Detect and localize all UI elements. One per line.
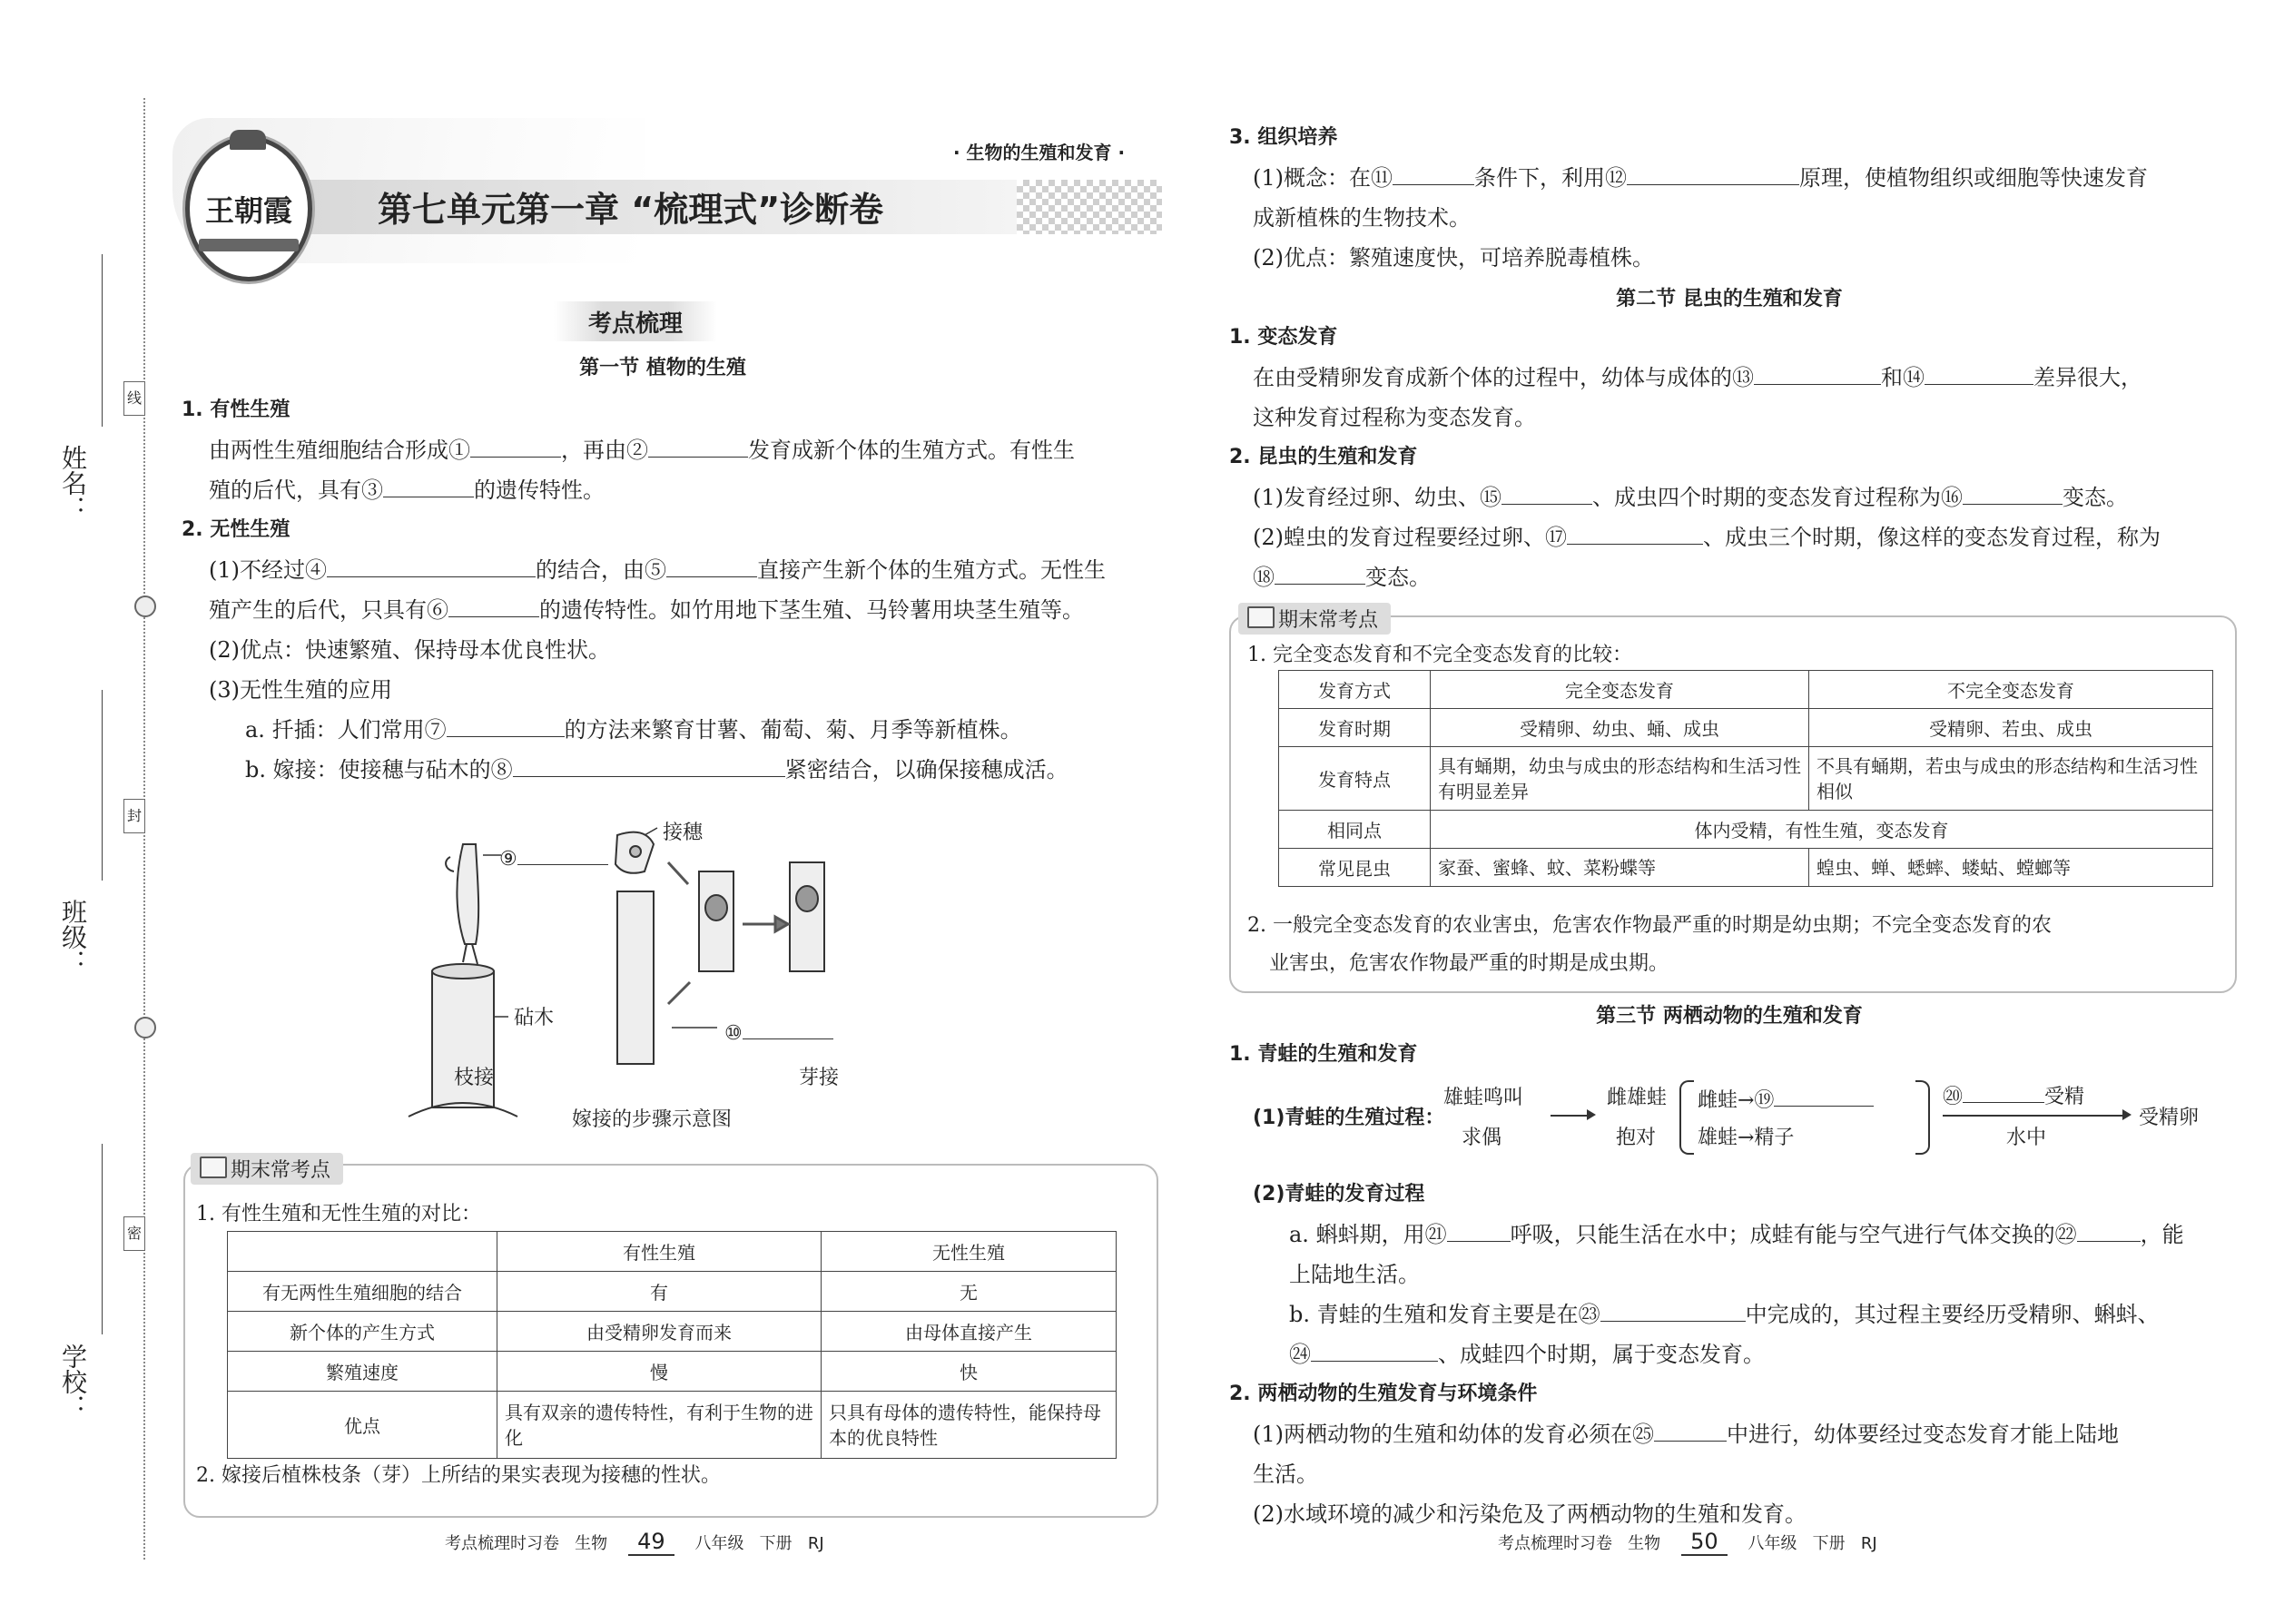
text: (1)概念：在⑪	[1253, 165, 1393, 191]
footer-subject: 生物	[575, 1534, 608, 1553]
table-cell: 只具有母体的遗传特性，能保持母本的优良特性	[822, 1392, 1117, 1459]
table-cell: 家蚕、蜜蜂、蚊、菜粉蝶等	[1431, 849, 1809, 887]
text: 和⑭	[1881, 365, 1925, 390]
text-line: 成新植株的生物技术。	[1253, 205, 1471, 231]
right-page	[1226, 118, 2251, 1589]
logo-text: 王朝霞	[204, 193, 292, 228]
table-header-cell: 完全变态发育	[1431, 671, 1809, 709]
flow-step-a2: 求偶	[1462, 1127, 1502, 1149]
table-cell: 快	[822, 1352, 1117, 1392]
text-line	[1289, 1215, 2184, 1255]
table-header-cell: 有性生殖	[497, 1232, 822, 1272]
text: 的方法来繁育甘薯、葡萄、菊、月季等新植株。	[564, 717, 1022, 743]
footer-volume: 下册	[759, 1534, 793, 1553]
text-line: (2)水域环境的减少和污染危及了两栖动物的生殖和发育。	[1253, 1501, 1807, 1527]
text: 期末常考点	[231, 1159, 331, 1182]
arrow-icon	[1551, 1115, 1590, 1117]
flow-step-d1	[1943, 1078, 2084, 1109]
flow-label: (1)青蛙的生殖过程：	[1253, 1107, 1445, 1129]
text-line: (2)优点：快速繁殖、保持母本优良性状。	[209, 637, 610, 663]
book-icon	[200, 1156, 227, 1178]
blank-14[interactable]	[1925, 360, 2033, 385]
blank-3[interactable]	[383, 473, 474, 497]
class-label: 班级：	[58, 899, 88, 975]
rootstock-trunk	[409, 964, 517, 1117]
blank-6[interactable]	[448, 593, 539, 617]
text-line: 上陆地生活。	[1289, 1262, 1420, 1287]
heading-frog: 1. 青蛙的生殖和发育	[1229, 1043, 1418, 1066]
text-line: 这种发育过程称为变态发育。	[1253, 405, 1536, 430]
box-question-1: 1. 完全变态发育和不完全变态发育的比较：	[1247, 644, 1632, 666]
blank-7[interactable]	[447, 713, 565, 737]
table-header-cell: 发育方式	[1279, 671, 1431, 709]
blank-13[interactable]	[1754, 360, 1881, 385]
text: 条件下，利用⑫	[1474, 165, 1627, 191]
text: 、成虫四个时期的变态发育过程称为⑯	[1592, 485, 1963, 510]
text: (2)蝗虫的发育过程要经过卵、⑰	[1253, 525, 1567, 550]
heading-tissue-culture: 3. 组织培养	[1229, 126, 1338, 149]
footer-edition: RJ	[807, 1534, 824, 1553]
exam-points-tag	[1238, 603, 1391, 635]
heading-metamorphosis: 1. 变态发育	[1229, 326, 1338, 349]
table-cell: 由受精卵发育而来	[497, 1312, 822, 1352]
text-line	[245, 750, 1068, 790]
text: 期末常考点	[1278, 609, 1379, 632]
text: a. 扦插：人们常用⑦	[245, 717, 447, 743]
budding-stem-1	[617, 891, 654, 1064]
box-question-2: 2. 嫁接后植株枝条（芽）上所结的果实表现为接穗的性状。	[196, 1464, 721, 1487]
footer-grade: 八年级	[694, 1534, 744, 1553]
name-label: 姓名：	[58, 445, 88, 521]
footer	[445, 1529, 824, 1554]
text: 中完成的，其过程主要经历受精卵、蝌蚪、	[1745, 1302, 2160, 1327]
blank-21[interactable]	[1447, 1217, 1511, 1242]
heading-insects: 2. 昆虫的生殖和发育	[1229, 446, 1418, 468]
table-header-cell: 不完全变态发育	[1809, 671, 2213, 709]
seal-mark-secret: 密	[123, 1216, 145, 1251]
text: 的结合，由⑤	[536, 557, 666, 583]
fig-caption-branch: 枝接	[454, 1067, 495, 1089]
text: 呼吸，只能生活在水中；成蛙有能与空气进行气体交换的㉒	[1510, 1222, 2077, 1247]
table-cell: 有无两性生殖细胞的结合	[228, 1272, 497, 1312]
right-brace-icon	[1915, 1080, 1930, 1155]
top-tag: · 生物的生殖和发育 ·	[953, 142, 1126, 163]
table-cell: 由母体直接产生	[822, 1312, 1117, 1352]
flow-step-a1: 雄蛙鸣叫	[1443, 1087, 1524, 1109]
footer	[1498, 1529, 1877, 1554]
footer-series: 考点梳理时习卷	[1498, 1534, 1612, 1553]
blank-25[interactable]	[1654, 1417, 1727, 1442]
text-line	[209, 550, 1106, 590]
book-icon	[1247, 606, 1275, 628]
text-line: 生活。	[1253, 1462, 1318, 1487]
text: 发育成新个体的生殖方式。有性生	[748, 438, 1075, 463]
binding-hole-icon	[134, 1017, 156, 1038]
fig-label-9	[499, 841, 608, 871]
class-field[interactable]	[102, 690, 103, 881]
table-cell: 常见昆虫	[1279, 849, 1431, 887]
school-field[interactable]	[102, 1144, 103, 1334]
table-header-cell: 无性生殖	[822, 1232, 1117, 1272]
blank-5[interactable]	[666, 553, 757, 577]
section-title: 第二节 昆虫的生殖和发育	[1616, 288, 1843, 310]
heading-sexual: 1. 有性生殖	[182, 399, 290, 421]
text: 的遗传特性。	[474, 477, 605, 503]
blank-8[interactable]	[513, 753, 785, 777]
blank-22[interactable]	[2077, 1217, 2141, 1242]
table-cell: 有	[497, 1272, 822, 1312]
flow-step-b2: 抱对	[1616, 1127, 1657, 1149]
fig-label-scion: 接穗	[663, 822, 704, 844]
checker-pattern	[1017, 180, 1162, 234]
text: 、成虫三个时期，像这样的变态发育过程，称为	[1703, 525, 2161, 550]
text: ⑩	[724, 1022, 743, 1045]
crown-icon	[230, 130, 266, 150]
page-number: 49	[628, 1529, 674, 1556]
brand-logo	[185, 136, 312, 281]
figure-caption: 嫁接的步骤示意图	[572, 1108, 733, 1131]
text-line	[209, 430, 1075, 470]
table-cell: 受精卵、幼虫、蛹、成虫	[1431, 709, 1809, 747]
text: ，能	[2140, 1222, 2184, 1247]
blank-23[interactable]	[1600, 1297, 1746, 1322]
table-cell: 受精卵、若虫、成虫	[1809, 709, 2213, 747]
table-cell: 体内受精，有性生殖，变态发育	[1431, 811, 2213, 849]
logo-ribbon	[199, 239, 299, 251]
flow-step-e: 受精卵	[2139, 1107, 2200, 1129]
blank-17[interactable]	[1567, 520, 1703, 545]
bud-piece	[615, 832, 654, 873]
blank-18[interactable]	[1275, 560, 1365, 585]
text: 原理，使植物组织或细胞等快速发育	[1799, 165, 2148, 191]
table-cell: 蝗虫、蝉、蟋蟀、蝼蛄、螳螂等	[1809, 849, 2213, 887]
table-cell: 不具有蛹期，若虫与成虫的形态结构和生活习性相似	[1809, 747, 2213, 811]
box-question-2: 2. 一般完全变态发育的农业害虫，危害农作物最严重的时期是幼虫期；不完全变态发育的农	[1247, 914, 2052, 937]
text-line	[1253, 557, 1431, 597]
table-cell: 发育时期	[1279, 709, 1431, 747]
text: 殖产生的后代，只具有⑥	[209, 597, 448, 623]
seal-mark-seal: 封	[123, 799, 145, 833]
text: 雌蛙→⑲	[1698, 1089, 1775, 1112]
text-line: (3)无性生殖的应用	[209, 677, 392, 703]
table-cell: 相同点	[1279, 811, 1431, 849]
footer-subject: 生物	[1628, 1534, 1661, 1553]
heading-asexual: 2. 无性生殖	[182, 518, 290, 541]
table-header-cell	[228, 1232, 497, 1272]
text: (1)发育经过卵、幼虫、⑮	[1253, 485, 1501, 510]
table-cell: 具有双亲的遗传特性，有利于生物的进化	[497, 1392, 822, 1459]
blank-16[interactable]	[1963, 480, 2063, 505]
text: b. 青蛙的生殖和发育主要是在㉓	[1289, 1302, 1600, 1327]
text: 紧密结合，以确保接穗成活。	[784, 757, 1068, 782]
fig-caption-bud: 芽接	[799, 1067, 840, 1089]
table-cell: 新个体的产生方式	[228, 1312, 497, 1352]
blank-4[interactable]	[327, 553, 536, 577]
box-question-2-cont: 业害虫，危害农作物最严重的时期是成虫期。	[1269, 952, 1669, 975]
exam-points-tag	[191, 1153, 343, 1185]
table-cell: 优点	[228, 1392, 497, 1459]
budding-stem-2	[699, 871, 733, 971]
text-line	[1253, 1414, 2119, 1454]
text: 的遗传特性。如竹用地下茎生殖、马铃薯用块茎生殖等。	[539, 597, 1084, 623]
box-question-1: 1. 有性生殖和无性生殖的对比：	[196, 1203, 481, 1225]
blank-24[interactable]	[1311, 1337, 1438, 1362]
section-title: 第三节 两栖动物的生殖和发育	[1596, 1005, 1863, 1028]
text-line	[245, 710, 1022, 750]
text-line	[1253, 358, 2142, 398]
flow-step-c2: 雄蛙→精子	[1698, 1127, 1795, 1149]
text: (1)不经过④	[209, 557, 327, 583]
text: b. 嫁接：使接穗与砧木的⑧	[245, 757, 513, 782]
frog-flow	[1253, 1077, 2233, 1167]
text-line: (2)青蛙的发育过程	[1253, 1183, 1425, 1206]
heading-amphibian-env: 2. 两栖动物的生殖发育与环境条件	[1229, 1383, 1538, 1405]
text: ㉔	[1289, 1342, 1311, 1367]
text-line	[1253, 158, 2148, 198]
blank-20[interactable]	[1963, 1078, 2044, 1103]
text: 直接产生新个体的生殖方式。无性生	[757, 557, 1106, 583]
fig-label-10	[724, 1015, 833, 1045]
text: ，再由②	[561, 438, 648, 463]
table-cell: 慢	[497, 1352, 822, 1392]
seal-mark-line: 线	[123, 381, 145, 416]
text: 差异很大，	[2033, 365, 2142, 390]
text-line	[1253, 477, 2128, 517]
footer-series: 考点梳理时习卷	[445, 1534, 559, 1553]
blank-19[interactable]	[1774, 1082, 1874, 1107]
blank-2[interactable]	[648, 433, 748, 458]
blank-12[interactable]	[1627, 161, 1799, 185]
text: ⑱	[1253, 565, 1275, 590]
flow-step-b1: 雌雄蛙	[1607, 1087, 1668, 1109]
label-line-scion	[645, 828, 657, 835]
table-cell: 发育特点	[1279, 747, 1431, 811]
left-page	[172, 91, 1180, 1589]
section-title: 第一节 植物的生殖	[579, 357, 746, 379]
text: 中进行，幼体要经过变态发育才能上陆地	[1727, 1422, 2119, 1447]
text: 变态。	[2063, 485, 2128, 510]
text-line	[1253, 517, 2161, 557]
text-line	[1289, 1294, 2160, 1334]
fig-label-rootstock: 砧木	[514, 1007, 555, 1029]
blank-9[interactable]	[517, 841, 608, 865]
blank-11[interactable]	[1393, 161, 1474, 185]
text: 变态。	[1365, 565, 1431, 590]
left-brace-icon	[1679, 1080, 1694, 1155]
text-line: (2)优点：繁殖速度快，可培养脱毒植株。	[1253, 245, 1654, 271]
text: 、成蛙四个时期，属于变态发育。	[1438, 1342, 1765, 1367]
metamorphosis-table	[1278, 670, 2213, 887]
section-banner-text: 考点梳理	[587, 310, 683, 338]
footer-grade: 八年级	[1748, 1534, 1797, 1553]
table-cell: 具有蛹期，幼虫与成虫的形态结构和生活习性有明显差异	[1431, 747, 1809, 811]
budding-stem-3	[790, 862, 824, 971]
comparison-table	[227, 1231, 1117, 1459]
page-number: 50	[1681, 1529, 1728, 1556]
arrowhead-icon	[1587, 1109, 1596, 1120]
text-line	[1289, 1334, 1765, 1374]
text: (1)两栖动物的生殖和幼体的发育必须在㉕	[1253, 1422, 1654, 1447]
text: 由两性生殖细胞结合形成①	[209, 438, 470, 463]
binding-hole-icon	[134, 595, 156, 617]
blank-1[interactable]	[470, 433, 561, 458]
flow-step-d2: 水中	[2006, 1127, 2047, 1149]
text-line	[209, 470, 605, 510]
text: ⑳	[1943, 1086, 1964, 1108]
name-field[interactable]	[102, 254, 103, 427]
flow-step-c1	[1698, 1082, 1874, 1113]
text-line	[209, 590, 1084, 630]
text: a. 蝌蚪期，用㉑	[1289, 1222, 1447, 1247]
text: 在由受精卵发育成新个体的过程中，幼体与成体的⑬	[1253, 365, 1754, 390]
arrowhead-icon	[2122, 1109, 2132, 1120]
scion-branch	[446, 844, 478, 964]
page-title: 第七单元第一章 “梳理式”诊断卷	[378, 190, 884, 230]
text: 受精	[2044, 1086, 2085, 1108]
footer-edition: RJ	[1860, 1534, 1877, 1553]
arrow-icon	[1943, 1115, 2124, 1117]
blank-10[interactable]	[743, 1015, 833, 1039]
text: 殖的后代，具有③	[209, 477, 383, 503]
footer-volume: 下册	[1812, 1534, 1846, 1553]
blank-15[interactable]	[1501, 480, 1592, 505]
table-cell: 无	[822, 1272, 1117, 1312]
table-cell: 繁殖速度	[228, 1352, 497, 1392]
text: ⑨	[499, 848, 517, 871]
school-label: 学校：	[58, 1343, 88, 1420]
